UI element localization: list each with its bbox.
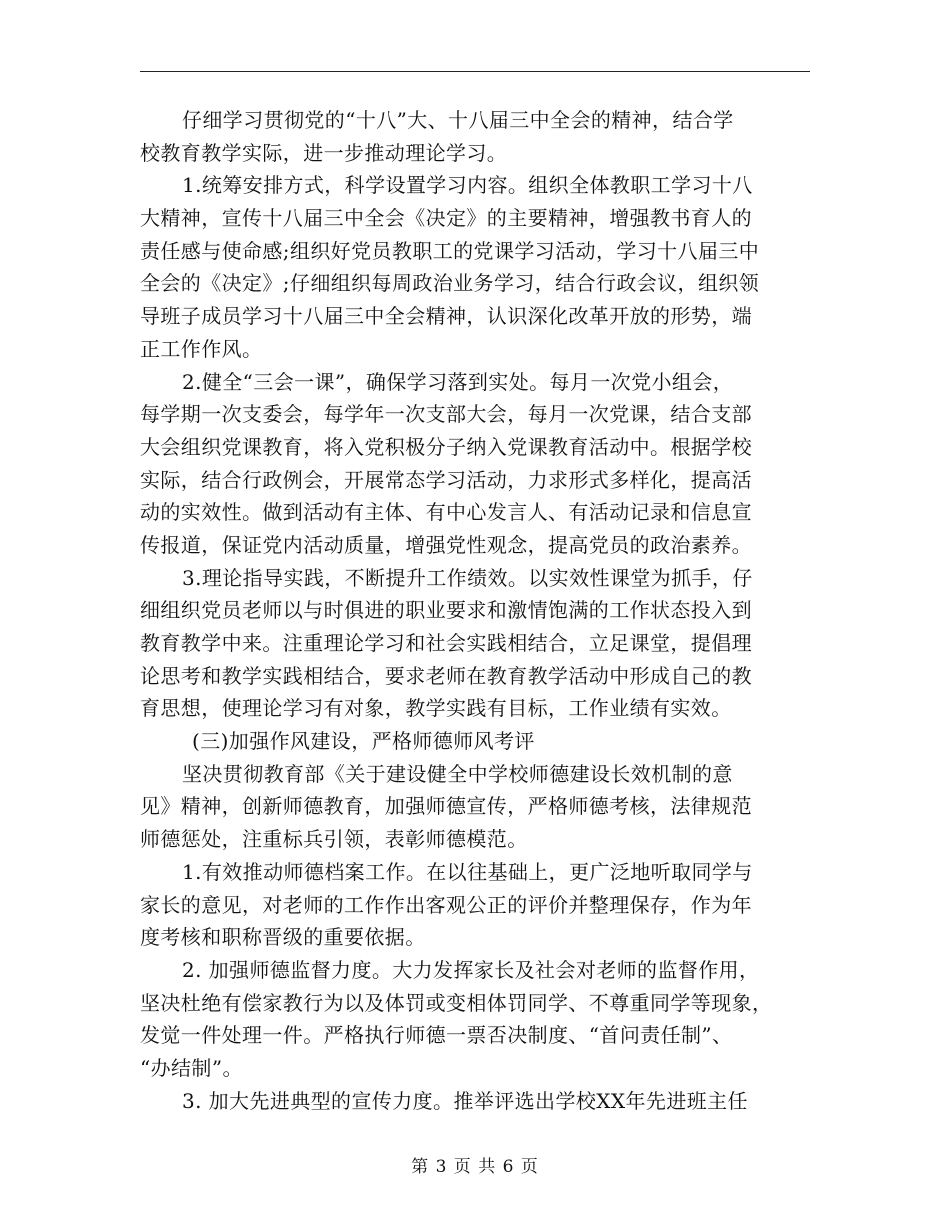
page-number: 第 3 页 共 6 页 (411, 1157, 539, 1177)
text-line: 论思考和教学实践相结合，要求老师在教育教学活动中形成自己的教 (140, 663, 752, 688)
text-line: 大精神，宣传十八届三中全会《决定》的主要精神，增强教书育人的 (140, 206, 752, 231)
document-body (140, 104, 812, 1117)
text-line: 校教育教学实际，进一步推动理论学习。 (140, 140, 508, 165)
text-line: 责任感与使命感;组织好党员教职工的党课学习活动，学习十八届三中 (140, 238, 760, 263)
text-line: 正工作作风。 (140, 336, 263, 361)
text-line: 3. 加大先进典型的宣传力度。推举评选出学校XX年先进班主任 (182, 1088, 748, 1113)
text-line: 见》精神，创新师德教育，加强师德宣传，严格师德考核，法律规范 (140, 794, 752, 819)
text-line: 大会组织党课教育，将入党积极分子纳入党课教育活动中。根据学校 (140, 434, 752, 459)
text-line: 师德惩处，注重标兵引领，表彰师德模范。 (140, 827, 528, 852)
text-line: 发觉一件处理一件。严格执行师德一票否决制度、“首问责任制”、 (140, 1023, 733, 1048)
text-line: 教育教学中来。注重理论学习和社会实践相结合，立足课堂，提倡理 (140, 631, 752, 655)
text-line: 度考核和职称晋级的重要依据。 (140, 925, 426, 950)
text-line: 全会的《决定》;仔细组织每周政治业务学习，结合行政会议，组织领 (140, 271, 760, 296)
text-line: 每学期一次支委会，每学年一次支部大会，每月一次党课，结合支部 (140, 402, 752, 427)
text-line: 导班子成员学习十八届三中全会精神，认识深化改革开放的形势，端 (140, 304, 752, 329)
text-line: “办结制”。 (140, 1055, 243, 1080)
text-line: 仔细学习贯彻党的“十八”大、十八届三中全会的精神，结合学 (182, 108, 734, 132)
text-line: 2. 加强师德监督力度。大力发挥家长及社会对老师的监督作用， (182, 957, 760, 982)
text-line: (三)加强作风建设，严格师德师风考评 (192, 729, 535, 754)
text-line: 1.有效推动师德档案工作。在以往基础上，更广泛地听取同学与 (182, 859, 753, 884)
text-line: 动的实效性。做到活动有主体、有中心发言人、有活动记录和信息宣 (140, 500, 752, 525)
text-line: 坚决贯彻教育部《关于建设健全中学校师德建设长效机制的意 (182, 761, 733, 786)
text-line: 细组织党员老师以与时俱进的职业要求和激情饱满的工作状态投入到 (140, 598, 752, 623)
text-line: 传报道，保证党内活动质量，增强党性观念，提高党员的政治素养。 (140, 532, 752, 557)
text-line: 2.健全“三会一课”，确保学习落到实处。每月一次党小组会， (182, 369, 734, 394)
text-line: 3.理论指导实践，不断提升工作绩效。以实效性课堂为抓手，仔 (182, 565, 753, 590)
text-line: 1.统筹安排方式，科学设置学习内容。组织全体教职工学习十八 (182, 173, 753, 198)
text-line: 实际，结合行政例会，开展常态学习活动，力求形式多样化，提高活 (140, 467, 752, 492)
text-line: 育思想，使理论学习有对象，教学实践有目标，工作业绩有实效。 (140, 696, 732, 721)
text-line: 家长的意见，对老师的工作作出客观公正的评价并整理保存，作为年 (140, 892, 752, 917)
text-line: 坚决杜绝有偿家教行为以及体罚或变相体罚同学、不尊重同学等现象， (140, 990, 773, 1015)
header-rule (140, 71, 810, 72)
